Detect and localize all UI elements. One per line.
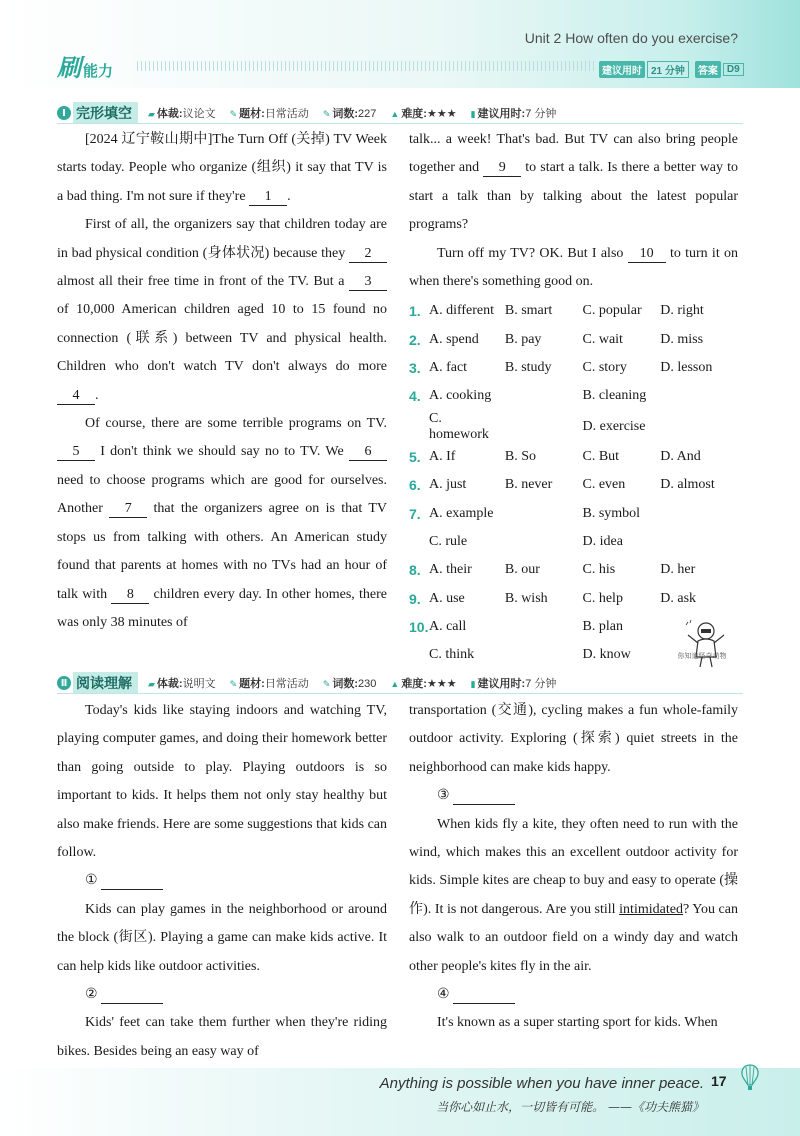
answer-option[interactable]: A. use <box>428 590 465 606</box>
cloze-blank-8[interactable]: 8 <box>111 587 149 604</box>
cloze-blank-2[interactable]: 2 <box>349 246 387 263</box>
answer-option[interactable]: D. ask <box>660 590 697 606</box>
clock-icon: ▮ <box>470 679 476 689</box>
highlighted-word: intimidated <box>619 901 683 917</box>
answer-option[interactable]: B. pay <box>504 331 542 347</box>
footer-quote-cn: 当你心如止水，一切皆有可能。 ——《功夫熊猫》 <box>436 1100 704 1114</box>
answer-option[interactable]: D. almost <box>660 477 715 493</box>
question-number: 6. <box>409 477 421 494</box>
genre-value: 说明文 <box>182 678 216 690</box>
cloze-blank-5[interactable]: 5 <box>57 444 95 461</box>
answer-option[interactable]: C. story <box>582 359 627 375</box>
question-number: 2. <box>409 331 421 348</box>
reading-passage-right <box>409 697 738 1038</box>
answer-option[interactable]: C. think <box>428 647 475 663</box>
brand-small: 能力 <box>83 63 114 80</box>
answer-option[interactable]: D. right <box>660 303 704 319</box>
suggested-time-value: 7 分钟 <box>525 108 557 120</box>
answer-option[interactable]: C. wait <box>582 331 623 347</box>
reading-paragraph: Kids can play games in the neighborhood or around the block (街区). Playing a game can make kids active. It can help kids like outdoor activities. <box>57 901 387 974</box>
answer-option[interactable]: C. But <box>582 448 620 464</box>
blank-4-line <box>409 981 738 1009</box>
cloze-blank-1[interactable]: 1 <box>249 189 287 206</box>
option-row <box>409 585 738 613</box>
blank-3-marker: ③ <box>437 788 450 804</box>
empty-cell <box>660 528 738 556</box>
cloze-blank-6[interactable]: 6 <box>349 444 387 461</box>
header-divider <box>137 61 595 71</box>
suggested-time-value: 7 分钟 <box>525 678 557 690</box>
difficulty-icon: ▲ <box>390 679 400 689</box>
answer-option[interactable]: D. know <box>582 647 631 663</box>
difficulty-icon: ▲ <box>390 109 400 119</box>
time-label: 建议用时 <box>599 61 645 78</box>
answer-option[interactable]: B. cleaning <box>582 388 647 404</box>
section1-title: 完形填空 <box>73 102 138 124</box>
sentence-blank[interactable] <box>101 873 163 890</box>
passage-paragraph: Of course, there are some terrible programs on TV. 5 I don't think we should say no to TV. We 6 need to choose programs which are good for ourselves. Another 7 that the organizers agree on is that TV stops us from talking with others. An American study found that parents at homes with no TVs had an hour of talk with 8 children every day. In other homes, there was only 38 minutes of <box>57 416 387 630</box>
cloze-blank-10[interactable]: 10 <box>628 246 666 263</box>
clock-icon: ▮ <box>470 109 476 119</box>
answer-option[interactable]: B. smart <box>504 303 553 319</box>
cloze-blank-3[interactable]: 3 <box>349 274 387 291</box>
answer-option[interactable]: C. help <box>582 590 623 606</box>
answer-option[interactable]: B. study <box>504 359 552 375</box>
answer-option[interactable]: B. So <box>504 448 536 464</box>
blank-3 <box>453 788 515 805</box>
answer-option[interactable]: B. wish <box>504 590 548 606</box>
topic-label: 题材: <box>239 108 265 120</box>
reading-paragraph: transportation (交通), cycling makes a fun whole-family outdoor activity. Exploring (探索) quiet streets in the neighborhood can make kids happy. <box>409 703 738 775</box>
section2-title: 阅读理解 <box>73 672 138 694</box>
answer-value: D9 <box>723 63 744 76</box>
option-row <box>409 354 738 382</box>
suggested-time-box <box>599 62 744 77</box>
empty-cell <box>505 528 583 556</box>
option-row <box>409 443 738 471</box>
cloze-blank-9[interactable]: 9 <box>483 160 521 177</box>
option-row <box>409 325 738 353</box>
genre-icon: ▰ <box>148 679 155 689</box>
empty-cell <box>505 499 583 527</box>
question-number: 5. <box>409 448 421 465</box>
answer-option[interactable]: A. spend <box>428 331 479 347</box>
blank-4 <box>453 987 515 1004</box>
passage-paragraph: First of all, the organizers say that children today are in bad physical condition (身体状况) because they 2 almost all their free time in front of the TV. But a 3 of 10,000 American children aged 10 to 15 found no connection (联系) between TV and physical health. Children who don't watch TV don't always do more 4 . <box>57 217 387 403</box>
difficulty-value: ★★★ <box>426 108 457 120</box>
cloze-passage-left <box>57 126 387 637</box>
time-value: 21 分钟 <box>647 61 689 78</box>
empty-cell <box>505 382 583 410</box>
answer-option[interactable]: C. homework <box>428 410 489 442</box>
options-list <box>409 297 738 670</box>
genre-value: 议论文 <box>182 108 216 120</box>
page-number: 17 <box>711 1073 727 1089</box>
option-row <box>409 411 738 443</box>
topic-icon: ✎ <box>229 109 238 119</box>
answer-option[interactable]: A. just <box>428 477 467 493</box>
balloon-icon <box>738 1063 762 1093</box>
suggested-time-label: 建议用时: <box>477 678 526 690</box>
blank-line <box>57 867 387 895</box>
empty-cell <box>505 411 583 443</box>
words-value: 230 <box>358 678 377 690</box>
words-icon: ✎ <box>322 679 331 689</box>
answer-option[interactable]: A. different <box>428 303 495 319</box>
section1-header <box>57 103 743 123</box>
answer-option[interactable]: B. plan <box>582 619 623 635</box>
option-row <box>409 471 738 499</box>
reading-text: When kids fly a kite, they often need to run with the wind, which makes this an excellent outdoor activity for kids. Simple kites are cheap to buy and easy to operate (操作). It is not dangerous. Are you still <box>409 816 738 917</box>
section2-number: Ⅱ <box>57 676 71 690</box>
cloze-blank-7[interactable]: 7 <box>109 501 147 518</box>
figure-caption: 你知道怪奇动物 <box>677 653 727 660</box>
empty-cell <box>505 641 583 669</box>
question-number: 7. <box>409 505 421 522</box>
cloze-blank-4[interactable]: 4 <box>57 388 95 405</box>
answer-option[interactable]: D. her <box>660 562 696 578</box>
topic-value: 日常活动 <box>264 108 309 120</box>
blank-marker: ① <box>85 873 98 889</box>
reading-paragraph <box>409 811 738 981</box>
section1-underline <box>57 123 743 124</box>
passage-paragraph: talk... a week! That's bad. But TV can also bring people together and 9 to start a talk. Is there a better way to start a talk than by talking about the latest popular programs? <box>409 132 738 233</box>
suggested-time-label: 建议用时: <box>477 108 526 120</box>
answer-option[interactable]: C. even <box>582 477 626 493</box>
sentence-blank[interactable] <box>101 987 163 1004</box>
empty-cell <box>660 382 738 410</box>
question-number: 10. <box>409 619 429 636</box>
section2-meta <box>148 675 556 691</box>
answer-option[interactable]: A. example <box>428 505 494 521</box>
answer-option[interactable]: D. lesson <box>660 359 713 375</box>
difficulty-label: 难度: <box>401 678 427 690</box>
question-number: 4. <box>409 388 421 405</box>
words-value: 227 <box>358 108 377 120</box>
option-row <box>409 382 738 410</box>
answer-option[interactable]: A. fact <box>428 359 468 375</box>
difficulty-value: ★★★ <box>426 678 457 690</box>
answer-label: 答案 <box>695 61 721 78</box>
words-icon: ✎ <box>322 109 331 119</box>
options-table <box>409 297 738 670</box>
cloze-passage-right <box>409 126 738 296</box>
question-number <box>409 411 429 443</box>
answer-option[interactable]: B. never <box>504 477 553 493</box>
blank-3-line <box>409 782 738 810</box>
topic-value: 日常活动 <box>264 678 309 690</box>
answer-option[interactable]: A. If <box>428 448 456 464</box>
topic-icon: ✎ <box>229 679 238 689</box>
empty-cell <box>660 411 738 443</box>
question-number: 8. <box>409 562 421 579</box>
question-number <box>409 641 429 669</box>
answer-option[interactable]: D. And <box>660 448 701 464</box>
unit-title: Unit 2 How often do you exercise? <box>524 30 738 46</box>
genre-label: 体裁: <box>156 108 183 120</box>
empty-cell <box>660 499 738 527</box>
option-row <box>409 499 738 527</box>
passage-paragraph: Turn off my TV? OK. But I also 10 to turn it on when there's something good on. <box>409 245 738 290</box>
option-row <box>409 528 738 556</box>
genre-label: 体裁: <box>156 678 183 690</box>
section2-header <box>57 673 743 693</box>
question-number <box>409 528 429 556</box>
answer-option[interactable]: A. call <box>428 619 467 635</box>
topic-label: 题材: <box>239 678 265 690</box>
answer-option[interactable]: B. symbol <box>582 505 641 521</box>
brand-big: 刷 <box>57 55 81 82</box>
empty-cell <box>505 613 583 641</box>
reading-text: ? You can also walk to an outdoor field on a windy day and watch other people's kites fly in the air. <box>409 901 738 974</box>
genre-icon: ▰ <box>148 109 155 119</box>
answer-option[interactable]: A. cooking <box>428 388 492 404</box>
footer-quote-en: Anything is possible when you have inner peace. <box>379 1075 704 1092</box>
section1-meta <box>148 105 556 121</box>
option-row <box>409 297 738 325</box>
blank-marker: ② <box>85 987 98 1003</box>
reading-paragraph: Kids' feet can take them further when they're riding bikes. Besides being an easy way of <box>57 1015 387 1059</box>
reading-paragraph: Today's kids like staying indoors and watching TV, playing computer games, and doing their homework better than going outside to play. Playing outdoors is so important to kids. It helps them not only stay healthy but also make friends. Here are some suggestions that kids can follow. <box>57 703 387 861</box>
blank-4-marker: ④ <box>437 987 450 1003</box>
answer-option[interactable]: C. rule <box>428 533 468 549</box>
words-label: 词数: <box>332 108 359 120</box>
question-number: 9. <box>409 590 421 607</box>
blank-line <box>57 981 387 1009</box>
reading-paragraph: It's known as a super starting sport for kids. When <box>437 1015 718 1031</box>
section1-number: Ⅰ <box>57 106 71 120</box>
reading-passage-left <box>57 697 387 1066</box>
answer-option[interactable]: A. their <box>428 562 472 578</box>
answer-option[interactable]: D. exercise <box>582 418 646 434</box>
answer-option[interactable]: B. our <box>504 562 540 578</box>
difficulty-label: 难度: <box>401 108 427 120</box>
section2-underline <box>57 693 743 694</box>
brand-logo <box>57 48 113 83</box>
answer-option[interactable]: D. miss <box>660 331 704 347</box>
question-number: 3. <box>409 359 421 376</box>
answer-option[interactable]: D. idea <box>582 533 623 549</box>
option-row <box>409 556 738 584</box>
words-label: 词数: <box>332 678 359 690</box>
question-number: 1. <box>409 303 421 320</box>
answer-option[interactable]: C. his <box>582 562 616 578</box>
passage-paragraph: [2024 辽宁鞍山期中]The Turn Off (关掉) TV Week starts today. People who organize (组织) it say that TV is a bad thing. I'm not sure if they're 1 . <box>57 132 387 204</box>
answer-option[interactable]: C. popular <box>582 303 642 319</box>
